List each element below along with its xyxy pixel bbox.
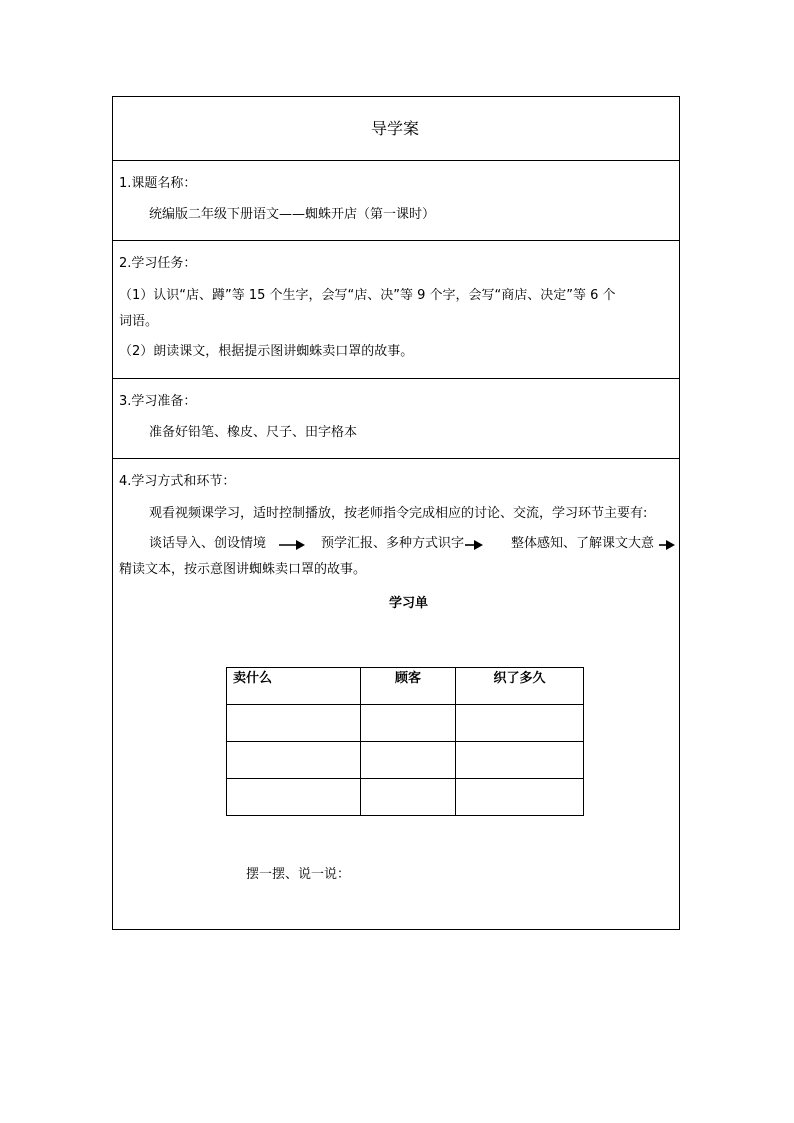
- arrow-right-icon: [279, 538, 305, 552]
- prep-text: 准备好铅笔、橡皮、尺子、田字格本: [149, 425, 358, 440]
- table-header-cell: 顾客: [361, 668, 456, 705]
- worksheet-title: 学习单: [389, 596, 429, 611]
- arrow-right-icon: [465, 538, 483, 552]
- table-cell: [361, 779, 456, 816]
- step-1: 谈话导入、创设情境: [149, 536, 267, 551]
- table-cell: [456, 742, 584, 779]
- table-cell: [361, 742, 456, 779]
- table-row: [227, 705, 584, 742]
- table-header-cell: 卖什么: [227, 668, 361, 705]
- worksheet-footer: 摆一摆、说一说：: [246, 867, 351, 882]
- tasks-heading: 2.学习任务：: [119, 256, 197, 271]
- task-item-1: （1）认识“店、蹲”等 15 个生字，会写“店、决”等 9 个字，会写“商店、决定”等 6 个: [119, 288, 616, 303]
- arrow-right-icon: [659, 538, 675, 552]
- methods-paragraph: 观看视频课学习，适时控制播放，按老师指令完成相应的讨论、交流，学习环节主要有:: [149, 506, 648, 521]
- methods-line-2: 精读文本，按示意图讲蜘蛛卖口罩的故事。: [119, 562, 367, 577]
- section-preparation: [113, 379, 679, 459]
- table-cell: [456, 779, 584, 816]
- prep-heading: 3.学习准备：: [119, 394, 197, 409]
- topic-heading: 1.课题名称：: [119, 176, 197, 191]
- table-cell: [227, 779, 361, 816]
- table-cell: [227, 705, 361, 742]
- table-header-cell: 织了多久: [456, 668, 584, 705]
- title-row: [113, 97, 679, 161]
- methods-heading: 4.学习方式和环节：: [119, 474, 236, 489]
- section-methods: [113, 459, 679, 929]
- table-header-row: [227, 668, 584, 705]
- task-item-2: （2）朗读课文，根据提示图讲蜘蛛卖口罩的故事。: [119, 344, 414, 359]
- worksheet-table: [226, 667, 584, 816]
- step-2: 预学汇报、多种方式识字: [321, 536, 465, 551]
- table-cell: [227, 742, 361, 779]
- section-topic: [113, 161, 679, 241]
- table-row: [227, 742, 584, 779]
- task-item-1-cont: 词语。: [119, 314, 159, 329]
- guide-document: [112, 96, 680, 930]
- section-tasks: [113, 241, 679, 379]
- table-cell: [361, 705, 456, 742]
- step-3: 整体感知、了解课文大意: [511, 536, 655, 551]
- page-title: 导学案: [371, 119, 420, 138]
- topic-text: 统编版二年级下册语文——蜘蛛开店（第一课时）: [149, 207, 436, 222]
- table-cell: [456, 705, 584, 742]
- table-row: [227, 779, 584, 816]
